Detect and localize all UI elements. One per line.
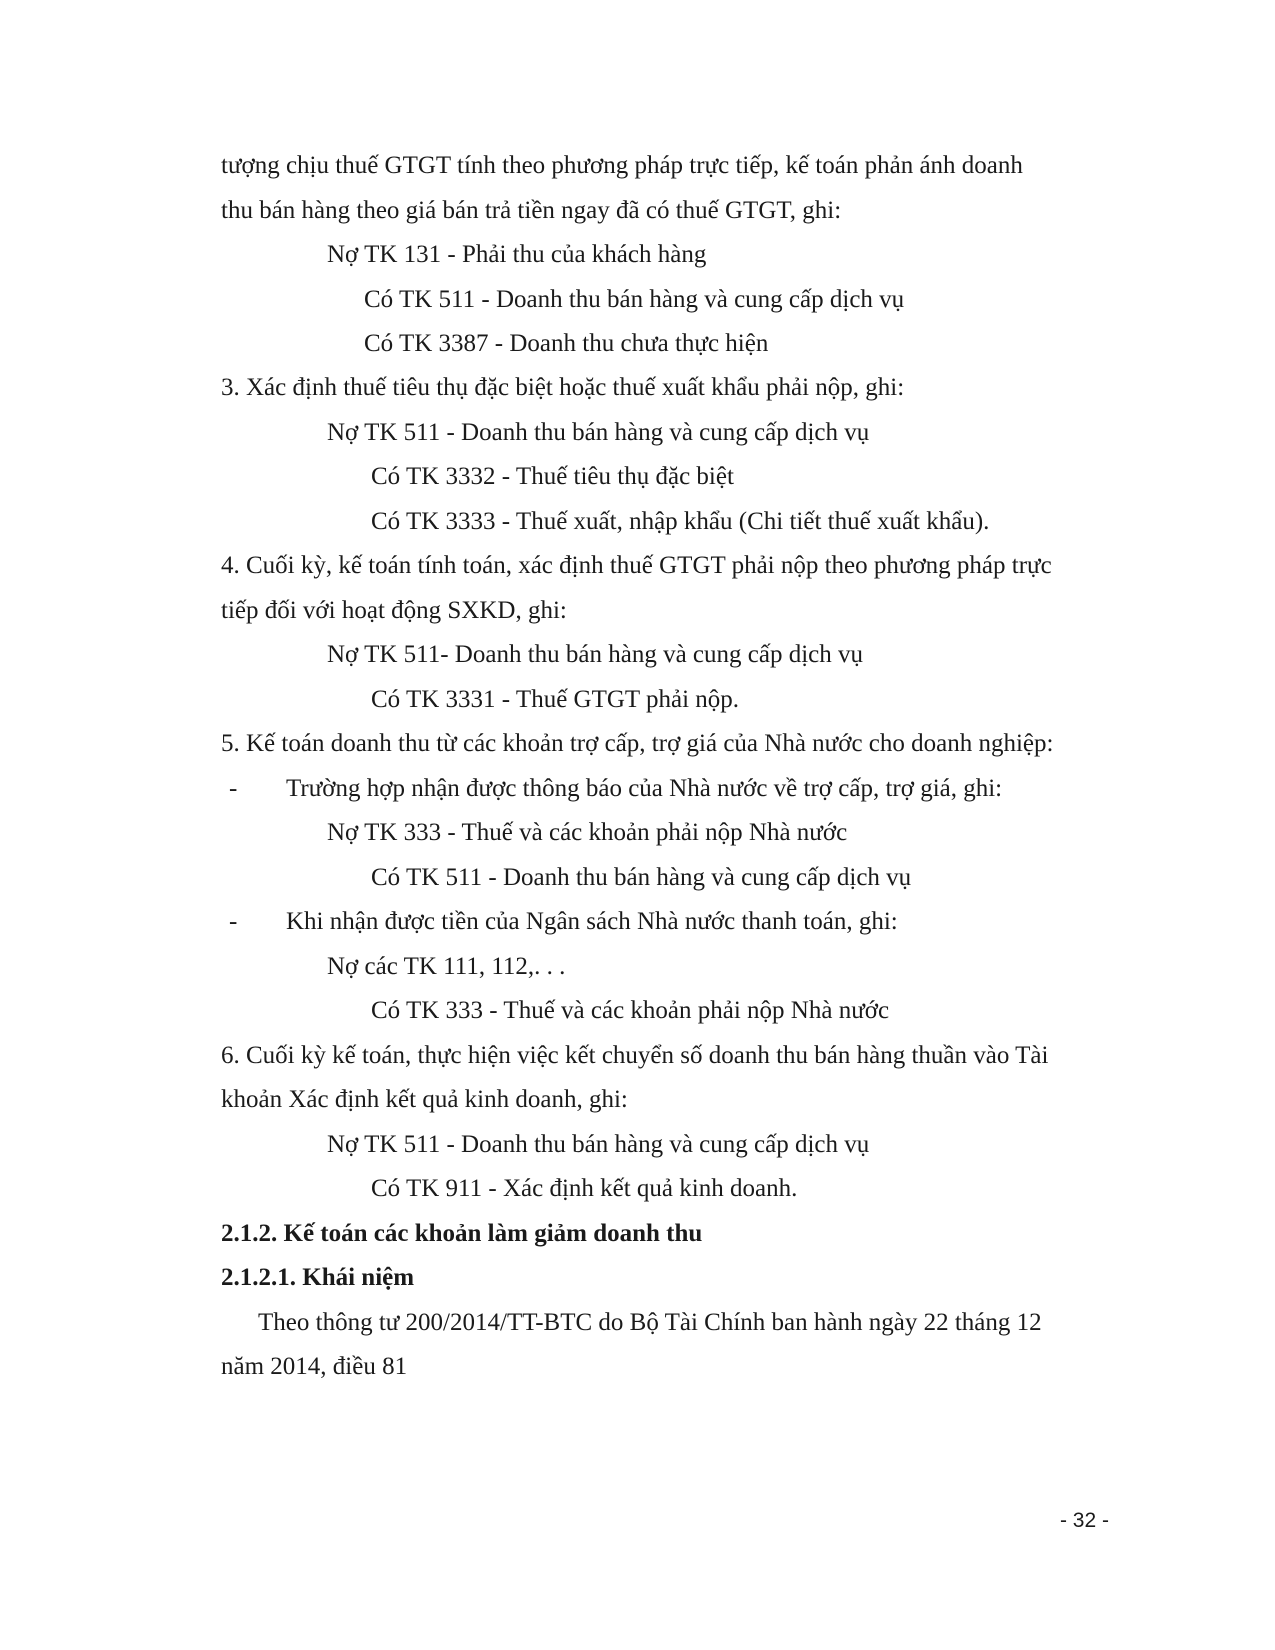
credit-entry: Có TK 3331 - Thuế GTGT phải nộp. bbox=[371, 686, 740, 713]
bullet-dash: - bbox=[229, 908, 238, 935]
debit-entry: Nợ TK 511- Doanh thu bán hàng và cung cấp dịch vụ bbox=[327, 641, 864, 668]
body-text-line: tiếp đối với hoạt động SXKD, ghi: bbox=[221, 597, 567, 624]
numbered-item: 6. Cuối kỳ kế toán, thực hiện việc kết chuyển số doanh thu bán hàng thuần vào Tài bbox=[221, 1042, 1049, 1069]
numbered-item: 3. Xác định thuế tiêu thụ đặc biệt hoặc thuế xuất khẩu phải nộp, ghi: bbox=[221, 374, 905, 401]
credit-entry: Có TK 3387 - Doanh thu chưa thực hiện bbox=[364, 330, 769, 357]
bullet-dash: - bbox=[229, 775, 238, 802]
credit-entry: Có TK 3332 - Thuế tiêu thụ đặc biệt bbox=[371, 463, 734, 490]
bullet-item: Trường hợp nhận được thông báo của Nhà nước về trợ cấp, trợ giá, ghi: bbox=[286, 775, 1003, 802]
credit-entry: Có TK 911 - Xác định kết quả kinh doanh. bbox=[371, 1175, 798, 1202]
numbered-item: 4. Cuối kỳ, kế toán tính toán, xác định thuế GTGT phải nộp theo phương pháp trực bbox=[221, 552, 1052, 579]
credit-entry: Có TK 333 - Thuế và các khoản phải nộp Nhà nước bbox=[371, 997, 890, 1024]
section-heading: 2.1.2. Kế toán các khoản làm giảm doanh thu bbox=[221, 1220, 703, 1247]
body-text-line: khoản Xác định kết quả kinh doanh, ghi: bbox=[221, 1086, 628, 1113]
body-text-line: Theo thông tư 200/2014/TT-BTC do Bộ Tài Chính ban hành ngày 22 tháng 12 bbox=[258, 1309, 1042, 1336]
credit-entry: Có TK 511 - Doanh thu bán hàng và cung cấp dịch vụ bbox=[371, 864, 912, 891]
subsection-heading: 2.1.2.1. Khái niệm bbox=[221, 1264, 415, 1291]
body-text-line: năm 2014, điều 81 bbox=[221, 1353, 408, 1380]
debit-entry: Nợ các TK 111, 112,. . . bbox=[327, 953, 566, 980]
numbered-item: 5. Kế toán doanh thu từ các khoản trợ cấp, trợ giá của Nhà nước cho doanh nghiệp: bbox=[221, 730, 1054, 757]
page-number: - 32 - bbox=[1059, 1509, 1109, 1532]
debit-entry: Nợ TK 511 - Doanh thu bán hàng và cung cấp dịch vụ bbox=[327, 1131, 870, 1158]
credit-entry: Có TK 3333 - Thuế xuất, nhập khẩu (Chi tiết thuế xuất khẩu). bbox=[371, 508, 990, 535]
debit-entry: Nợ TK 131 - Phải thu của khách hàng bbox=[327, 241, 707, 268]
debit-entry: Nợ TK 333 - Thuế và các khoản phải nộp Nhà nước bbox=[327, 819, 848, 846]
body-text-line: thu bán hàng theo giá bán trả tiền ngay đã có thuế GTGT, ghi: bbox=[221, 197, 842, 224]
body-text-line: tượng chịu thuế GTGT tính theo phương pháp trực tiếp, kế toán phản ánh doanh bbox=[221, 152, 1023, 179]
debit-entry: Nợ TK 511 - Doanh thu bán hàng và cung cấp dịch vụ bbox=[327, 419, 870, 446]
credit-entry: Có TK 511 - Doanh thu bán hàng và cung cấp dịch vụ bbox=[364, 286, 905, 313]
bullet-item: Khi nhận được tiền của Ngân sách Nhà nước thanh toán, ghi: bbox=[286, 908, 898, 935]
